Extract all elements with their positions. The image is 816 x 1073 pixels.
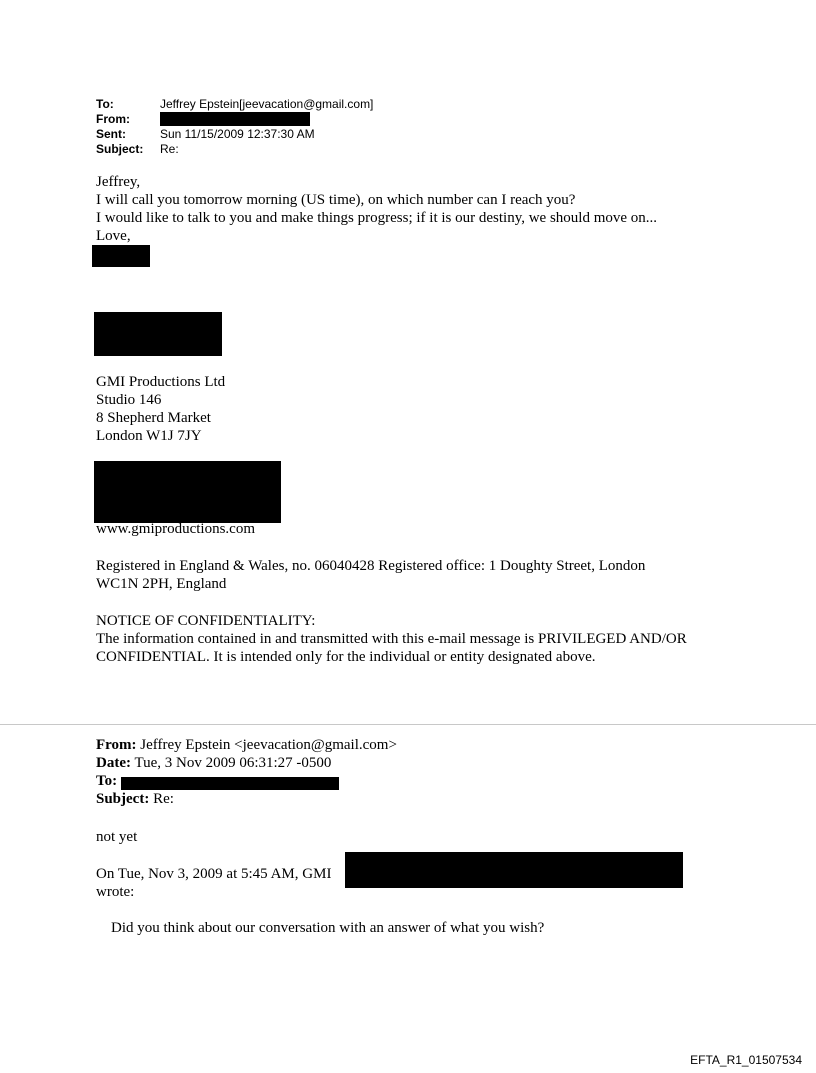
- quoted-subject-label: Subject:: [96, 791, 150, 807]
- signature-redaction: [94, 312, 222, 356]
- quoted-date: [96, 755, 331, 772]
- quoted-to-label: To:: [96, 773, 118, 789]
- message-divider: [0, 724, 816, 725]
- quoted-subject: [96, 791, 174, 808]
- quoted-to: [96, 773, 117, 790]
- quoted-date-value: Tue, 3 Nov 2009 06:31:27 -0500: [134, 755, 332, 771]
- from-redaction: [160, 112, 310, 126]
- sender-name-redaction: [92, 245, 150, 267]
- contact-redaction: [94, 461, 281, 523]
- subject-label: Subject:: [96, 142, 144, 156]
- quoted-from: [96, 737, 397, 754]
- reply-text: not yet: [96, 829, 138, 845]
- attribution-line: On Tue, Nov 3, 2009 at 5:45 AM, GMI: [96, 866, 332, 882]
- company-name: GMI Productions Ltd: [96, 374, 226, 390]
- quoted-from-value: Jeffrey Epstein <jeevacation@gmail.com>: [140, 737, 397, 753]
- body-line-1: I will call you tomorrow morning (US time), on which number can I reach you?: [96, 192, 576, 208]
- address-line-2: 8 Shepherd Market: [96, 410, 211, 426]
- registered-line-2: WC1N 2PH, England: [96, 576, 227, 592]
- wrote-label: wrote:: [96, 884, 135, 900]
- from-label: From:: [96, 112, 130, 126]
- registered-line-1: Registered in England & Wales, no. 06040428 Registered office: 1 Doughty Street, London: [96, 558, 646, 574]
- body-line-2: I would like to talk to you and make things progress; if it is our destiny, we should move on...: [96, 210, 658, 226]
- address-line-3: London W1J 7JY: [96, 428, 202, 444]
- quoted-subject-value: Re:: [153, 791, 174, 807]
- quoted-from-label: From:: [96, 737, 137, 753]
- inner-message: Did you think about our conversation with an answer of what you wish?: [111, 920, 545, 936]
- notice-line-2: CONFIDENTIAL. It is intended only for the individual or entity designated above.: [96, 649, 596, 665]
- to-label: To:: [96, 97, 114, 111]
- notice-title: NOTICE OF CONFIDENTIALITY:: [96, 613, 316, 629]
- quoted-date-label: Date:: [96, 755, 131, 771]
- subject-value: Re:: [160, 142, 179, 156]
- sent-label: Sent:: [96, 127, 126, 141]
- sent-value: Sun 11/15/2009 12:37:30 AM: [160, 127, 315, 141]
- document-id: EFTA_R1_01507534: [690, 1053, 802, 1067]
- attribution-redaction: [345, 852, 683, 888]
- address-line-1: Studio 146: [96, 392, 162, 408]
- notice-line-1: The information contained in and transmitted with this e-mail message is PRIVILEGED AND/OR: [96, 631, 687, 647]
- website-link[interactable]: www.gmiproductions.com: [96, 521, 256, 537]
- quoted-to-redaction: [121, 777, 339, 790]
- to-value: Jeffrey Epstein[jeevacation@gmail.com]: [160, 97, 374, 111]
- greeting: Jeffrey,: [96, 174, 141, 190]
- closing: Love,: [96, 228, 131, 244]
